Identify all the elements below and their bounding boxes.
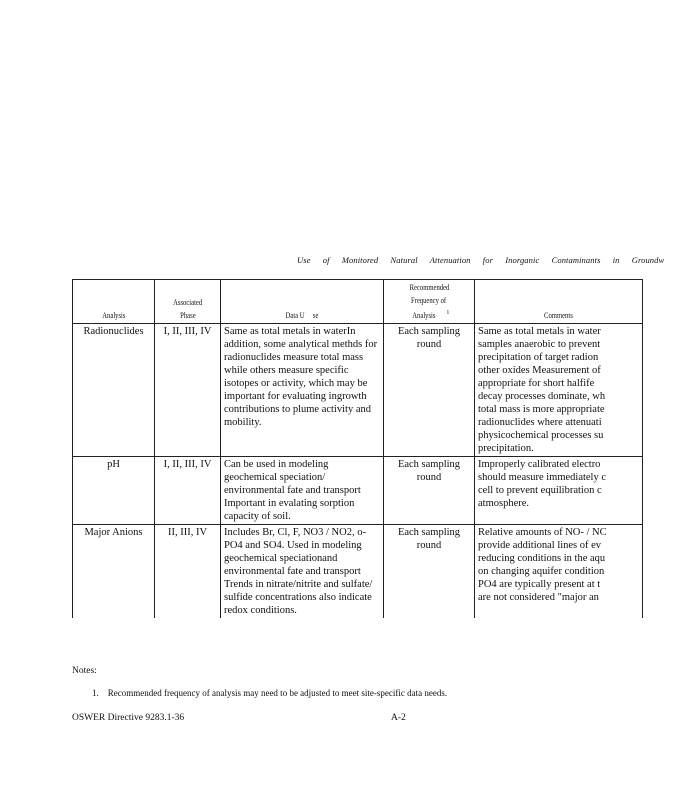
running-header-word: of [322,255,330,265]
comment-line: reducing conditions in the aqu [478,552,606,564]
header-associated-phase: Associated Phase [155,280,221,324]
comment-line: on changing aquifer condition [478,565,605,577]
running-header-word: Natural [390,255,418,265]
footer-page-number: A-2 [391,713,406,723]
table-row [73,323,643,456]
footnote-marker: 1 [446,310,450,316]
cell-data-use: Can be used in modeling geochemical speciation/ environmental fate and transport Important in evalating sorption capacity of soil. [221,456,384,524]
running-header [297,255,665,265]
comment-line: total mass is more appropriate [478,403,605,415]
running-header-word: Contaminants [551,255,601,265]
running-header-word: Use [297,255,311,265]
note-item [92,688,447,698]
cell-analysis: pH [73,456,155,524]
cell-analysis: Radionuclides [73,323,155,456]
cell-data-use: Same as total metals in waterIn addition, some analytical methds for radionuclides measure total mass while others measure specific isotopes or activity, which may be important for evaluating ingrowth contributions to plume activity and mobility. [221,323,384,456]
cell-frequency: Each sampling round [384,456,475,524]
notes-label: Notes: [72,666,97,676]
note-number: 1. [92,688,99,698]
comment-line: Relative amounts of NO- / NC [478,526,607,538]
comment-line: are not considered "major an [478,591,599,603]
comment-line: atmosphere. [478,497,530,509]
comment-line: Improperly calibrated electro [478,458,601,470]
cell-phase: I, II, III, IV [155,323,221,456]
cell-analysis: Major Anions [73,524,155,618]
cell-frequency: Each sampling round [384,524,475,618]
cell-phase: I, II, III, IV [155,456,221,524]
header-data-use: Data U se [221,280,384,324]
comment-line: appropriate for short halfife [478,377,595,389]
table-header-row [73,280,643,324]
cell-frequency: Each sampling round [384,323,475,456]
comment-line: should measure immediately c [478,471,607,483]
cell-comments [475,524,643,618]
comment-line: precipitation. [478,442,534,454]
cell-phase: II, III, IV [155,524,221,618]
running-header-word: in [612,255,620,265]
comment-line: PO4 are typically present at t [478,578,601,590]
table-row [73,456,643,524]
cell-comments [475,456,643,524]
comment-line: cell to prevent equilibration c [478,484,602,496]
comment-line: Same as total metals in water [478,325,601,337]
comment-line: decay processes dominate, wh [478,390,606,402]
comment-line: physicochemical processes su [478,429,604,441]
header-comments: Comments [475,280,643,324]
header-frequency: Recommended Frequency of Analysis $^1$ [384,280,475,324]
comment-line: provide additional lines of ev [478,539,602,551]
header-analysis: Analysis [73,280,155,324]
cell-comments [475,323,643,456]
running-header-word: Attenuation [429,255,471,265]
comment-line: radionuclides where attenuati [478,416,602,428]
comment-line: other oxides Measurement of [478,364,601,376]
running-header-word: for [482,255,493,265]
running-header-word: Monitored [341,255,379,265]
running-header-word: Inorganic [505,255,540,265]
running-header-word: Groundw [631,255,665,265]
cell-data-use: Includes Br, Cl, F, NO3 / NO2, o-PO4 and SO4. Used in modeling geochemical speciationand environmental fate and transport Trends in nitrate/nitrite and sulfate/ sulfide concentrations also indicate redox conditions. [221,524,384,618]
comment-line: samples anaerobic to prevent [478,338,601,350]
analysis-table [72,279,643,618]
note-text: Recommended frequency of analysis may need to be adjusted to meet site-specific data needs. [107,688,448,698]
comment-line: precipitation of target radion [478,351,599,363]
table-row [73,524,643,618]
footer-directive: OSWER Directive 9283.1-36 [72,713,185,723]
